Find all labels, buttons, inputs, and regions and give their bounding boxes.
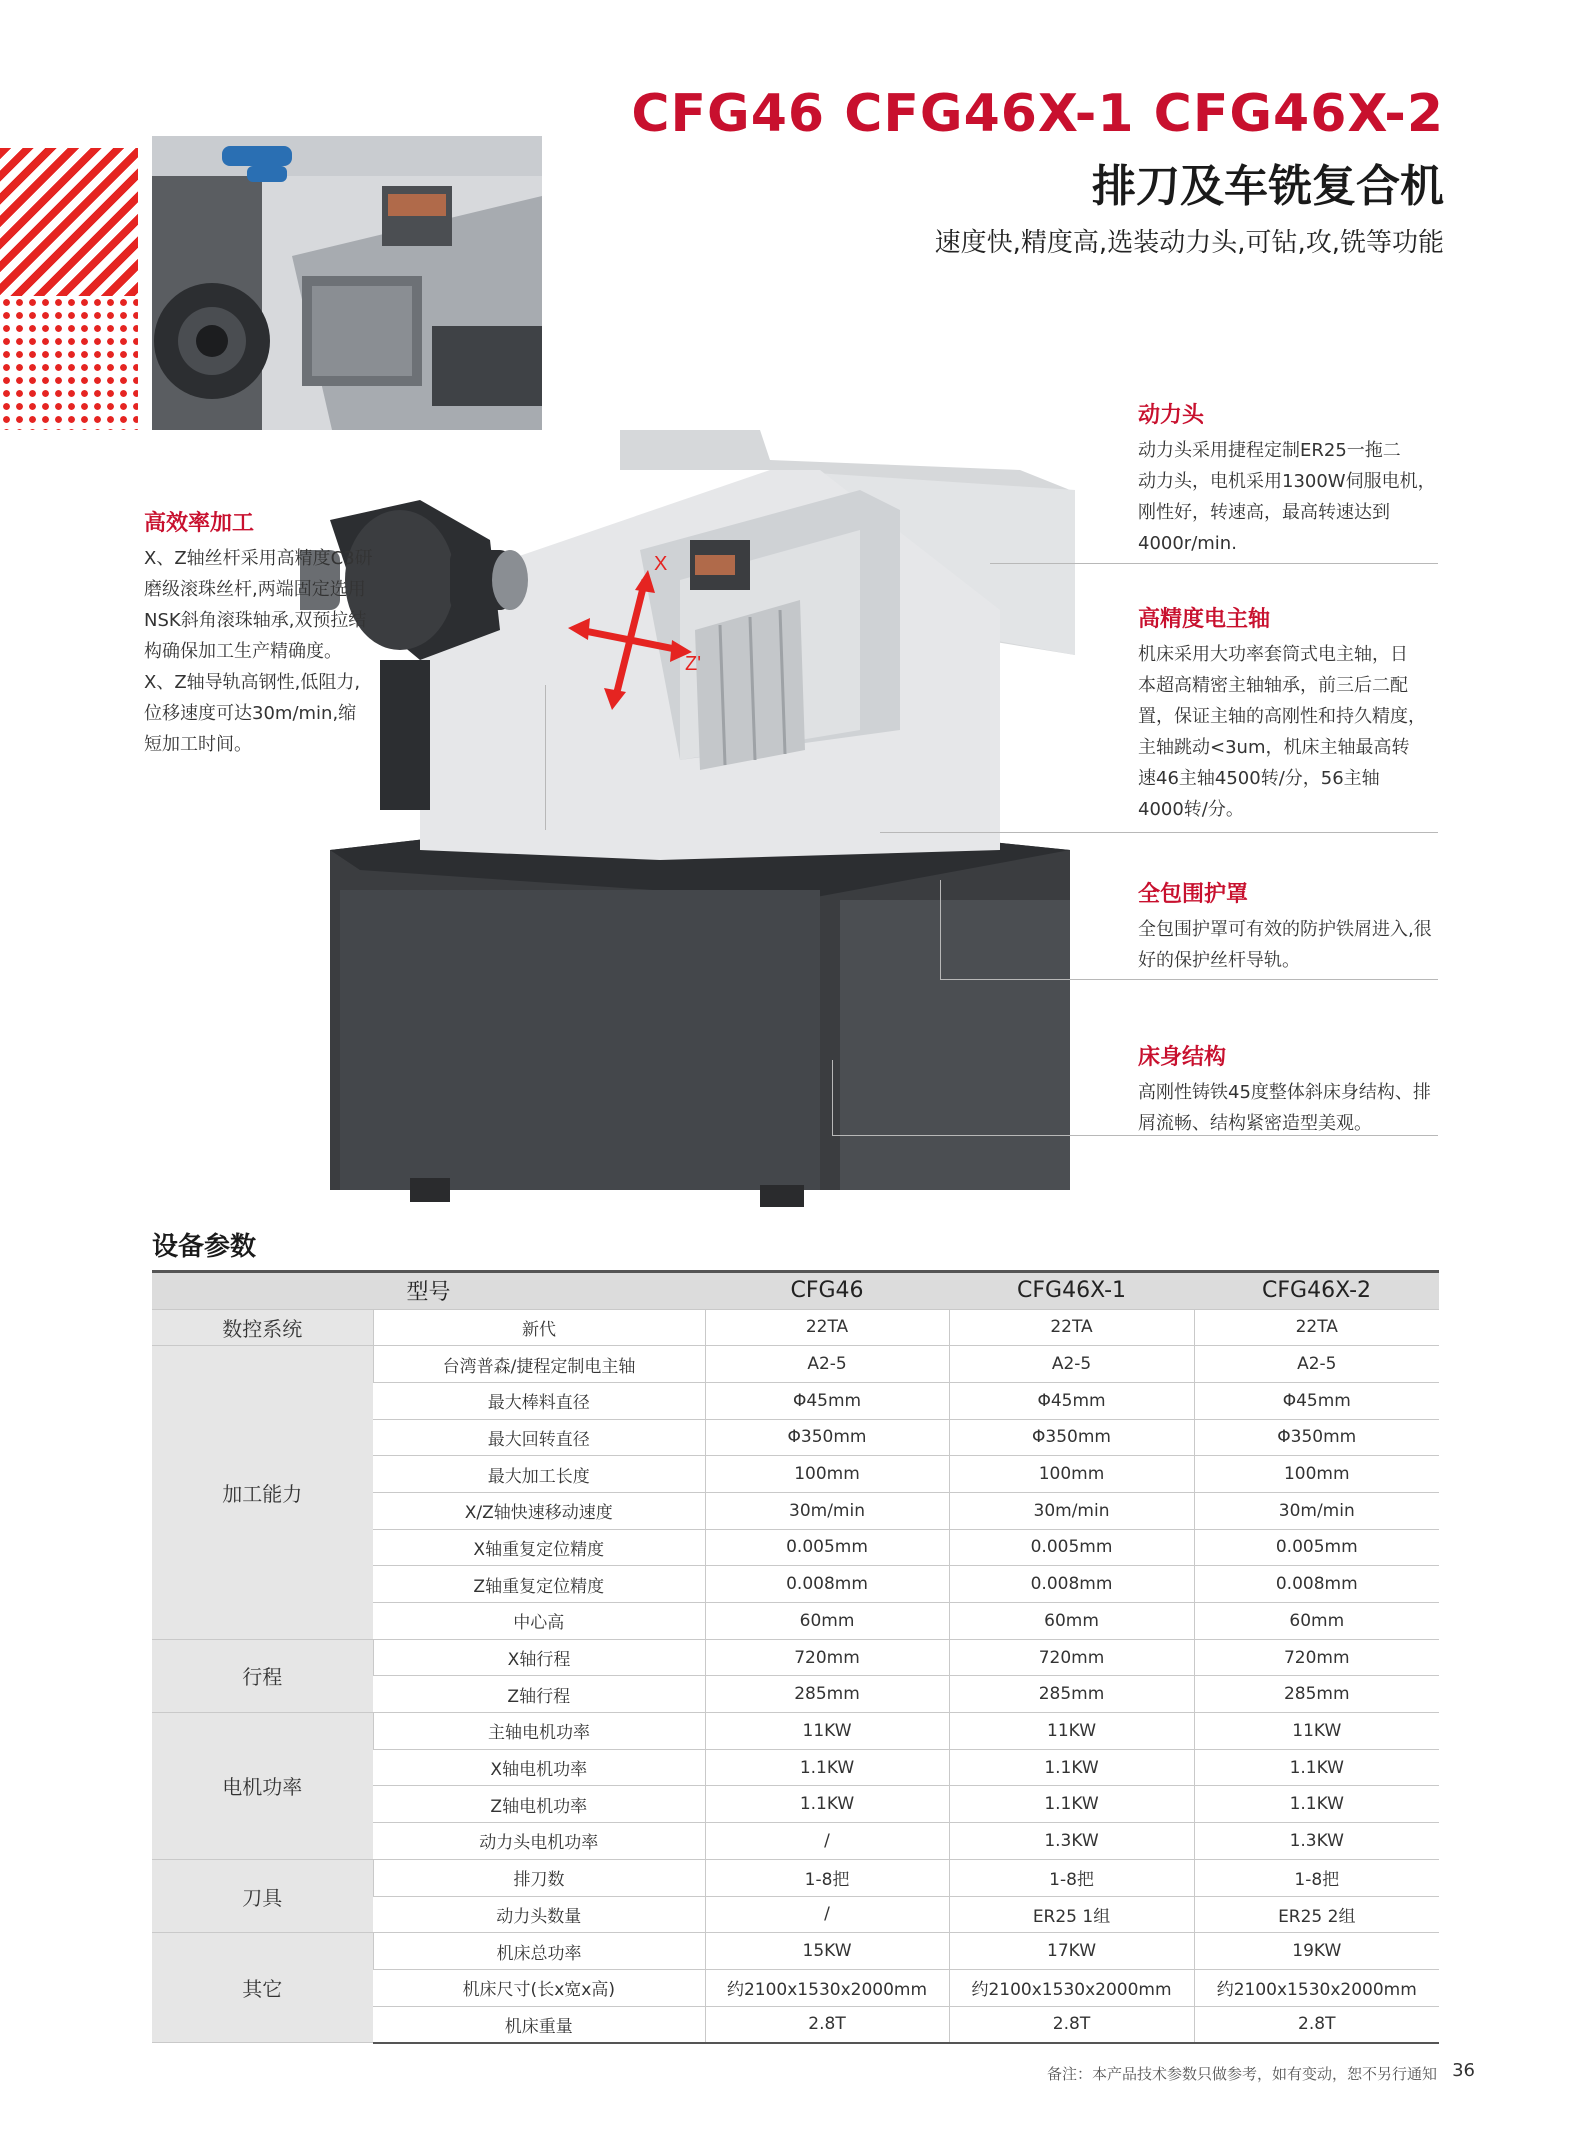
param-value: Φ45mm: [705, 1382, 949, 1419]
param-name: X轴行程: [373, 1639, 705, 1676]
z-axis-label: Z': [685, 653, 702, 675]
param-name: 动力头电机功率: [373, 1823, 705, 1860]
param-value: 285mm: [705, 1676, 949, 1713]
header-label: 型号: [152, 1273, 705, 1309]
param-value: 720mm: [949, 1639, 1194, 1676]
feature-title: 高效率加工: [144, 511, 255, 536]
param-value: 30m/min: [1194, 1492, 1439, 1529]
feature-bed: [1138, 1040, 1448, 1139]
feature-title: 床身结构: [1138, 1045, 1227, 1070]
callout-line: [545, 685, 546, 830]
param-value: 30m/min: [949, 1492, 1194, 1529]
param-name: 新代: [373, 1309, 705, 1346]
param-value: 60mm: [949, 1603, 1194, 1640]
param-value: 100mm: [705, 1456, 949, 1493]
param-value: Φ45mm: [1194, 1382, 1439, 1419]
param-value: /: [705, 1823, 949, 1860]
param-value: 0.005mm: [949, 1529, 1194, 1566]
param-value: 1.1KW: [949, 1749, 1194, 1786]
model-names: CFG46 CFG46X-1 CFG46X-2: [631, 84, 1444, 144]
param-value: 约2100x1530x2000mm: [1194, 1969, 1439, 2006]
param-name: Z轴电机功率: [373, 1786, 705, 1823]
feature-power-head: [1138, 398, 1448, 559]
table-body: [152, 1309, 1439, 2043]
param-name: 最大棒料直径: [373, 1382, 705, 1419]
decorative-stripe-pattern: [0, 148, 138, 296]
x-axis-label: X: [654, 553, 668, 575]
param-group: 数控系统: [152, 1309, 373, 1346]
param-value: 2.8T: [705, 2006, 949, 2043]
param-value: Φ350mm: [1194, 1419, 1439, 1456]
param-name: 主轴电机功率: [373, 1713, 705, 1750]
param-name: 台湾普森/捷程定制电主轴: [373, 1346, 705, 1383]
header-model: CFG46: [705, 1273, 949, 1309]
param-value: ER25 2组: [1194, 1896, 1439, 1933]
param-value: 1.1KW: [949, 1786, 1194, 1823]
header-model: CFG46X-2: [1194, 1273, 1439, 1309]
param-name: 最大回转直径: [373, 1419, 705, 1456]
param-name: 机床总功率: [373, 1933, 705, 1970]
param-group: 加工能力: [152, 1346, 373, 1640]
param-value: 1.1KW: [1194, 1786, 1439, 1823]
param-value: 22TA: [705, 1309, 949, 1346]
closeup-photo: [152, 136, 542, 430]
feature-description: 高刚性铸铁45度整体斜床身结构、排 屑流畅、结构紧密造型美观。: [1138, 1082, 1431, 1134]
header-model: CFG46X-1: [949, 1273, 1194, 1309]
param-value: 1.3KW: [1194, 1823, 1439, 1860]
param-value: 约2100x1530x2000mm: [949, 1969, 1194, 2006]
param-value: Φ350mm: [949, 1419, 1194, 1456]
table-row: [152, 1713, 1439, 1750]
feature-spindle: [1138, 602, 1448, 825]
param-value: A2-5: [1194, 1346, 1439, 1383]
param-value: 2.8T: [1194, 2006, 1439, 2043]
param-value: 100mm: [1194, 1456, 1439, 1493]
param-value: ER25 1组: [949, 1896, 1194, 1933]
param-value: 1-8把: [705, 1859, 949, 1896]
footer-note: 备注：本产品技术参数只做参考，如有变动，恕不另行通知: [1046, 2065, 1437, 2083]
param-value: 720mm: [705, 1639, 949, 1676]
table-row: [152, 1309, 1439, 1346]
param-value: 0.008mm: [705, 1566, 949, 1603]
param-group: 刀具: [152, 1859, 373, 1932]
decorative-dot-pattern: [0, 296, 138, 430]
param-value: 11KW: [1194, 1713, 1439, 1750]
param-value: 1.3KW: [949, 1823, 1194, 1860]
param-value: 17KW: [949, 1933, 1194, 1970]
param-name: 机床尺寸(长x宽x高): [373, 1969, 705, 2006]
feature-high-efficiency: [144, 506, 378, 760]
params-table: [152, 1273, 1439, 2044]
param-value: 1-8把: [1194, 1859, 1439, 1896]
param-name: X轴重复定位精度: [373, 1529, 705, 1566]
product-tagline: 速度快,精度高,选装动力头,可钻,攻,铣等功能: [934, 228, 1444, 258]
callout-line: [990, 563, 1438, 564]
feature-title: 高精度电主轴: [1138, 607, 1271, 632]
param-value: 约2100x1530x2000mm: [705, 1969, 949, 2006]
param-value: 1.1KW: [705, 1786, 949, 1823]
param-value: 15KW: [705, 1933, 949, 1970]
param-value: 100mm: [949, 1456, 1194, 1493]
callout-line: [832, 1060, 833, 1136]
params-heading: 设备参数: [152, 1232, 257, 1262]
param-value: 0.005mm: [1194, 1529, 1439, 1566]
table-row: [152, 1933, 1439, 1970]
param-value: Φ45mm: [949, 1382, 1194, 1419]
feature-description: 机床采用大功率套筒式电主轴，日 本超高精密主轴轴承，前三后二配 置，保证主轴的高刚性和持久精度， 主轴跳动<3um，机床主轴最高转 速46主轴4500转/分，56主轴 4000转/分。: [1138, 644, 1426, 820]
feature-description: 动力头采用捷程定制ER25一拖二 动力头，电机采用1300W伺服电机， 刚性好，转速高，最高转速达到 4000r/min.: [1138, 440, 1436, 554]
param-name: 动力头数量: [373, 1896, 705, 1933]
table-row: [152, 1859, 1439, 1896]
feature-guard: [1138, 877, 1448, 976]
param-value: A2-5: [705, 1346, 949, 1383]
product-title: 排刀及车铣复合机: [1092, 161, 1444, 212]
param-value: 0.008mm: [1194, 1566, 1439, 1603]
param-value: 60mm: [705, 1603, 949, 1640]
param-value: 1.1KW: [705, 1749, 949, 1786]
param-name: 机床重量: [373, 2006, 705, 2043]
param-value: 285mm: [949, 1676, 1194, 1713]
param-name: Z轴行程: [373, 1676, 705, 1713]
param-value: 1.1KW: [1194, 1749, 1439, 1786]
feature-title: 动力头: [1138, 403, 1205, 428]
param-value: 60mm: [1194, 1603, 1439, 1640]
param-value: 11KW: [949, 1713, 1194, 1750]
param-name: Z轴重复定位精度: [373, 1566, 705, 1603]
page-number: 36: [1452, 2060, 1475, 2081]
param-value: 30m/min: [705, 1492, 949, 1529]
param-value: 285mm: [1194, 1676, 1439, 1713]
param-value: 22TA: [1194, 1309, 1439, 1346]
param-value: Φ350mm: [705, 1419, 949, 1456]
feature-description: 全包围护罩可有效的防护铁屑进入,很 好的保护丝杆导轨。: [1138, 919, 1432, 971]
param-value: 1-8把: [949, 1859, 1194, 1896]
feature-title: 全包围护罩: [1138, 882, 1249, 907]
callout-line: [832, 1135, 1438, 1136]
param-name: 排刀数: [373, 1859, 705, 1896]
param-value: 720mm: [1194, 1639, 1439, 1676]
param-group: 电机功率: [152, 1713, 373, 1860]
feature-description: X、Z轴丝杆采用高精度C3研 磨级滚珠丝杆,两端固定选用 NSK斜角滚珠轴承,双预拉结 构确保加工生产精确度。 X、Z轴导轨高钢性,低阻力, 位移速度可达30m/min,缩 短加工时间。: [144, 548, 373, 755]
param-value: 0.008mm: [949, 1566, 1194, 1603]
callout-line: [880, 832, 1438, 833]
param-name: 最大加工长度: [373, 1456, 705, 1493]
table-row: [152, 1346, 1439, 1383]
param-name: 中心高: [373, 1603, 705, 1640]
param-name: X/Z轴快速移动速度: [373, 1492, 705, 1529]
machine-illustration: [300, 430, 1100, 1210]
param-value: 19KW: [1194, 1933, 1439, 1970]
param-group: 行程: [152, 1639, 373, 1712]
callout-line: [940, 979, 1438, 980]
param-value: A2-5: [949, 1346, 1194, 1383]
param-value: 11KW: [705, 1713, 949, 1750]
param-value: 0.005mm: [705, 1529, 949, 1566]
param-value: /: [705, 1896, 949, 1933]
table-header-row: [152, 1273, 1439, 1309]
param-name: X轴电机功率: [373, 1749, 705, 1786]
table-row: [152, 1639, 1439, 1676]
callout-line: [940, 880, 941, 980]
param-value: 22TA: [949, 1309, 1194, 1346]
param-group: 其它: [152, 1933, 373, 2043]
param-value: 2.8T: [949, 2006, 1194, 2043]
